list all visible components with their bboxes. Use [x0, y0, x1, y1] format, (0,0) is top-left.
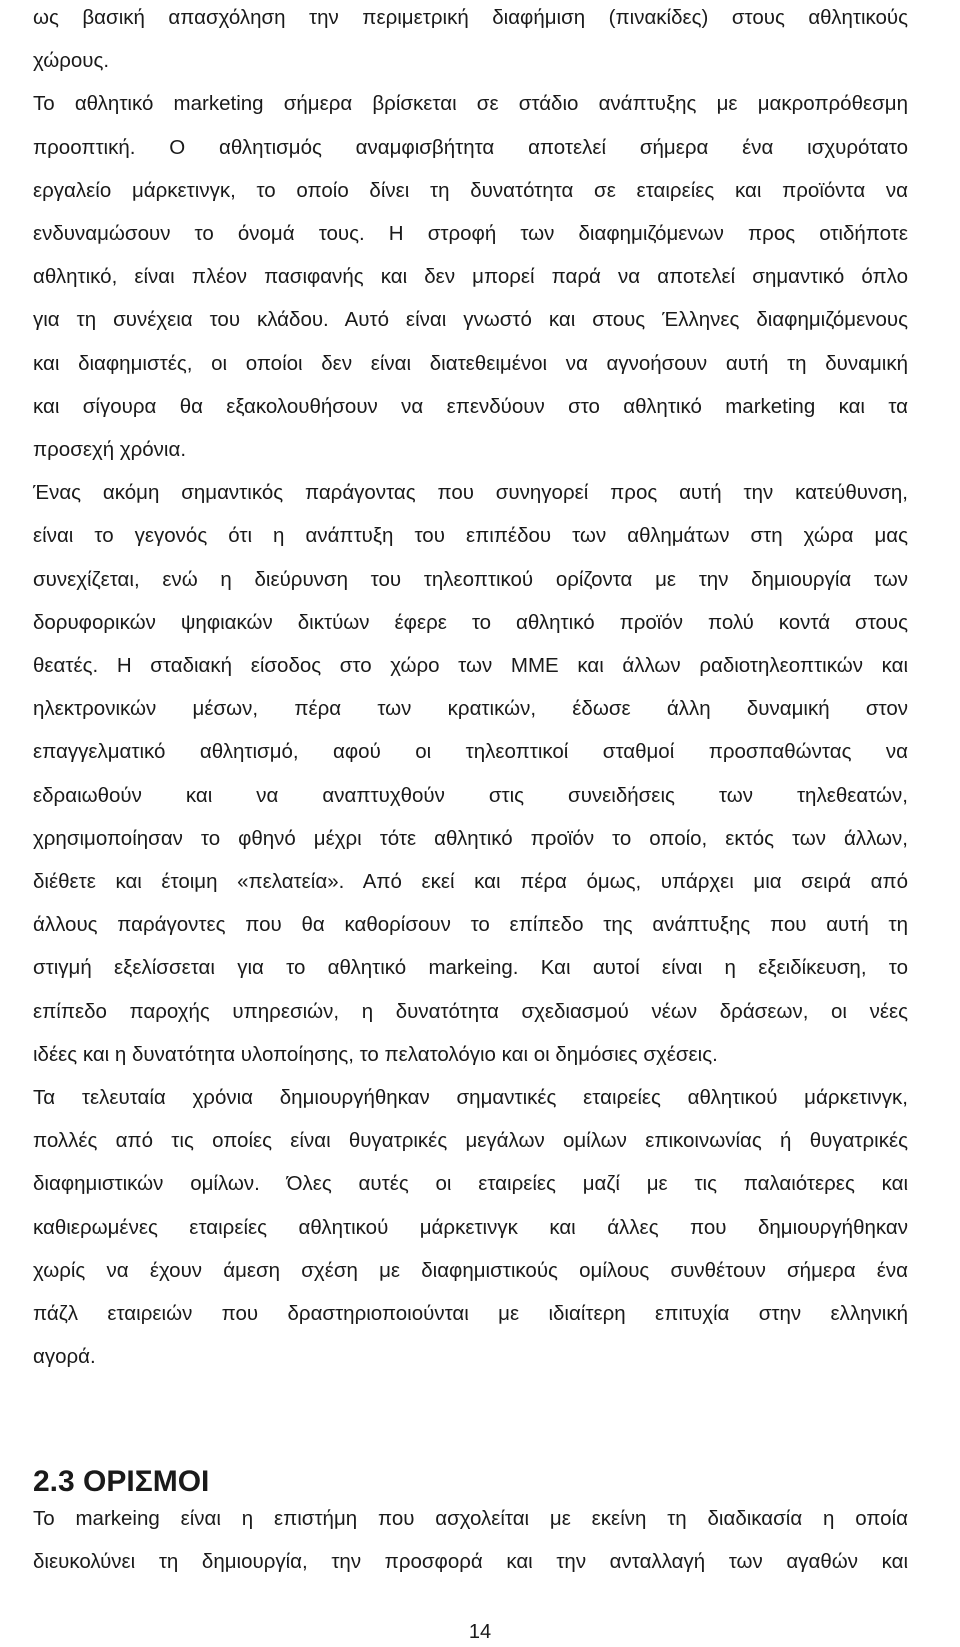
text-line: καθιερωμένες εταιρείες αθλητικού μάρκετινγκ και άλλες που δημιουργήθηκαν	[33, 1215, 908, 1239]
text-line: προοπτική. Ο αθλητισμός αναμφισβήτητα αποτελεί σήμερα ένα ισχυρότατο	[33, 135, 908, 159]
text-line: διαφημιστικών ομίλων. Όλες αυτές οι εταιρείες μαζί με τις παλαιότερες και	[33, 1172, 908, 1196]
text-line: εργαλείο μάρκετινγκ, το οποίο δίνει τη δυνατότητα σε εταιρείες και προϊόντα να	[33, 178, 908, 202]
text-line: χωρίς να έχουν άμεση σχέση με διαφημιστικούς ομίλους συνθέτουν σήμερα ένα	[33, 1258, 908, 1282]
text-line: προσεχή χρόνια.	[33, 438, 187, 461]
text-line: ενδυναμώσουν το όνομά τους. Η στροφή των διαφημιζόμενων προς οτιδήποτε	[33, 222, 908, 245]
text-line: για τη συνέχεια του κλάδου. Αυτό είναι γνωστό και στους Έλληνες διαφημιζόμενους	[33, 308, 908, 332]
text-line: πολλές από τις οποίες είναι θυγατρικές μεγάλων ομίλων επικοινωνίας ή θυγατρικές	[33, 1129, 908, 1153]
text-line: και διαφημιστές, οι οποίοι δεν είναι διατεθειμένοι να αγνοήσουν αυτή τη δυναμική	[33, 351, 908, 375]
page-number: 14	[468, 1621, 492, 1643]
text-line: άλλους παράγοντες που θα καθορίσουν το επίπεδο της ανάπτυξης που αυτή τη	[33, 913, 908, 937]
text-line: Τα τελευταία χρόνια δημιουργήθηκαν σημαντικές εταιρείες αθλητικού μάρκετινγκ,	[33, 1086, 908, 1109]
text-line: Το αθλητικό marketing σήμερα βρίσκεται σε στάδιο ανάπτυξης με μακροπρόθεσμη	[33, 92, 908, 116]
text-line: και σίγουρα θα εξακολουθήσουν να επενδύουν στο αθλητικό marketing και τα	[33, 394, 908, 418]
text-line: ηλεκτρονικών μέσων, πέρα των κρατικών, έδωσε άλλη δυναμική στον	[33, 697, 908, 721]
text-line: θεατές. Η σταδιακή είσοδος στο χώρο των ΜΜΕ και άλλων ραδιοτηλεοπτικών και	[33, 654, 908, 677]
text-line: διέθετε και έτοιμη «πελατεία». Από εκεί και πέρα όμως, υπάρχει μια σειρά από	[33, 870, 908, 893]
text-line: δορυφορικών ψηφιακών δικτύων έφερε το αθλητικό προϊόν πολύ κοντά στους	[33, 610, 908, 634]
text-line: διευκολύνει τη δημιουργία, την προσφορά και την ανταλλαγή των αγαθών και	[33, 1550, 908, 1574]
text-line: συνεχίζεται, ενώ η διεύρυνση του τηλεοπτικού ορίζοντα με την δημιουργία των	[33, 567, 908, 591]
text-line: Το markeing είναι η επιστήμη που ασχολείται με εκείνη τη διαδικασία η οποία	[33, 1507, 908, 1530]
text-line: ιδέες και η δυνατότητα υλοποίησης, το πελατολόγιο και οι δημόσιες σχέσεις.	[33, 1042, 718, 1066]
text-line: χώρους.	[33, 49, 110, 73]
text-line: αθλητικό, είναι πλέον πασιφανής και δεν μπορεί παρά να αποτελεί σημαντικό όπλο	[33, 265, 908, 289]
text-line: χρησιμοποίησαν το φθηνό μέχρι τότε αθλητικό προϊόν το οποίο, εκτός των άλλων,	[33, 826, 908, 850]
text-line: επίπεδο παροχής υπηρεσιών, η δυνατότητα σχεδιασμού νέων δράσεων, οι νέες	[33, 999, 908, 1023]
text-line: αγορά.	[33, 1345, 96, 1369]
text-line: πάζλ εταιρειών που δραστηριοποιούνται με ιδιαίτερη επιτυχία στην ελληνική	[33, 1302, 908, 1325]
text-line: Ένας ακόμη σημαντικός παράγοντας που συνηγορεί προς αυτή την κατεύθυνση,	[33, 481, 908, 505]
section-heading: 2.3 ΟΡΙΣΜΟΙ	[33, 1465, 210, 1498]
text-line: επαγγελματικό αθλητισμό, αφού οι τηλεοπτικοί σταθμοί προσπαθώντας να	[33, 740, 908, 764]
text-line: εδραιωθούν και να αναπτυχθούν στις συνειδήσεις των τηλεθεατών,	[33, 783, 908, 807]
text-line: στιγμή εξελίσσεται για το αθλητικό markeing. Και αυτοί είναι η εξειδίκευση, το	[33, 956, 908, 980]
text-line: είναι το γεγονός ότι η ανάπτυξη του επιπέδου των αθλημάτων στη χώρα μας	[33, 524, 908, 548]
text-line: ως βασική απασχόληση την περιμετρική διαφήμιση (πινακίδες) στους αθλητικούς	[33, 6, 908, 29]
